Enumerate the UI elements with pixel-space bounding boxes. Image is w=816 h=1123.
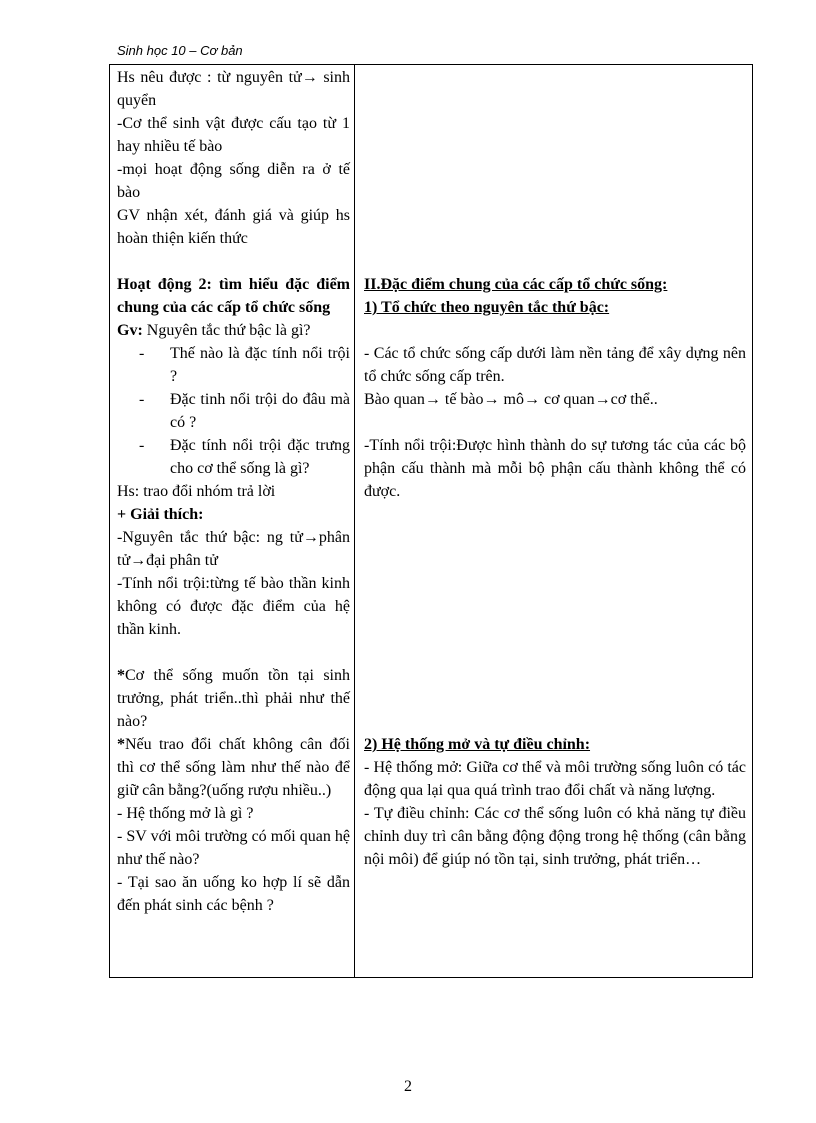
question-text: Đặc tính nổi trội đặc trưng cho cơ thể sống là gì? bbox=[170, 437, 350, 477]
gv-label: Gv: bbox=[117, 322, 143, 339]
teacher-student-column bbox=[117, 66, 350, 917]
intro-line: Hs nêu được : từ nguyên tử→ sinh quyển bbox=[117, 69, 350, 109]
question-item bbox=[117, 342, 350, 388]
intro-line: -mọi hoạt động sống diễn ra ở tế bào bbox=[117, 161, 350, 201]
discussion-text: Nếu trao đổi chất không cân đối thì cơ thể sống làm như thế nào để giữ cân bằng?(uống rượu nhiều..) bbox=[117, 736, 350, 799]
question-item bbox=[117, 434, 350, 480]
question-text: Thế nào là đặc tính nổi trội ? bbox=[170, 345, 350, 385]
question-list-item: - SV với môi trường có mối quan hệ như thế nào? bbox=[117, 828, 350, 868]
subsection-title: 2) Hệ thống mở và tự điều chỉnh: bbox=[364, 736, 591, 753]
asterisk: * bbox=[117, 667, 125, 684]
discussion-question bbox=[117, 664, 350, 733]
discussion-question bbox=[117, 733, 350, 802]
subsection-title: 1) Tổ chức theo nguyên tắc thứ bậc: bbox=[364, 299, 610, 316]
question-text: Đặc tinh nổi trội do đâu mà có ? bbox=[170, 391, 350, 431]
hs-line: Hs: trao đổi nhóm trả lời bbox=[117, 483, 276, 500]
dash-marker: - bbox=[139, 437, 145, 454]
content-paragraph: - Tự điều chỉnh: Các cơ thể sống luôn có khả năng tự điều chỉnh duy trì cân bằng động động trong hệ thống (cân bằng nội môi) để giúp nó tồn tại, sinh trưởng, phát triển… bbox=[364, 805, 746, 868]
activity-title: Hoạt động 2: tìm hiểu đặc điểm chung của các cấp tổ chức sống bbox=[117, 276, 350, 316]
dash-marker: - bbox=[139, 345, 145, 362]
content-paragraph: - Hệ thống mở: Giữa cơ thể và môi trường sống luôn có tác động qua lại qua quá trình trao đổi chất và năng lượng. bbox=[364, 759, 746, 799]
discussion-text: Cơ thể sống muốn tồn tại sinh trưởng, phát triển..thì phải như thế nào? bbox=[117, 667, 350, 730]
content-column bbox=[364, 66, 746, 871]
asterisk: * bbox=[117, 736, 125, 753]
explain-line: -Nguyên tắc thứ bậc: ng tử→phân tử→đại phân tử bbox=[117, 529, 350, 569]
content-paragraph: -Tính nổi trội:Được hình thành do sự tương tác của các bộ phận cấu thành mà mỗi bộ phận cấu thành không thể có được. bbox=[364, 437, 746, 500]
intro-line: -Cơ thể sinh vật được cấu tạo từ 1 hay nhiều tế bào bbox=[117, 115, 350, 155]
explain-line: -Tính nổi trội:từng tế bào thần kinh không có được đặc điểm của hệ thần kinh. bbox=[117, 575, 350, 638]
page-number: 2 bbox=[404, 1078, 412, 1095]
content-paragraph: Bào quan→ tế bào→ mô→ cơ quan→cơ thể.. bbox=[364, 391, 658, 408]
question-list-item: - Hệ thống mở là gì ? bbox=[117, 805, 254, 822]
question-item bbox=[117, 388, 350, 434]
page-header: Sinh học 10 – Cơ bản bbox=[117, 43, 243, 58]
column-divider bbox=[354, 64, 355, 978]
section-title: II.Đặc điểm chung của các cấp tổ chức sống: bbox=[364, 276, 668, 293]
explain-title: + Giải thích: bbox=[117, 506, 204, 523]
question-list-item: - Tại sao ăn uống ko hợp lí sẽ dẫn đến phát sinh các bệnh ? bbox=[117, 874, 350, 914]
intro-line: GV nhận xét, đánh giá và giúp hs hoàn thiện kiến thức bbox=[117, 207, 350, 247]
dash-marker: - bbox=[139, 391, 145, 408]
gv-question bbox=[117, 319, 350, 342]
gv-question-text: Nguyên tắc thứ bậc là gì? bbox=[142, 322, 311, 339]
content-paragraph: - Các tổ chức sống cấp dưới làm nền tảng để xây dựng nên tổ chức sống cấp trên. bbox=[364, 345, 746, 385]
